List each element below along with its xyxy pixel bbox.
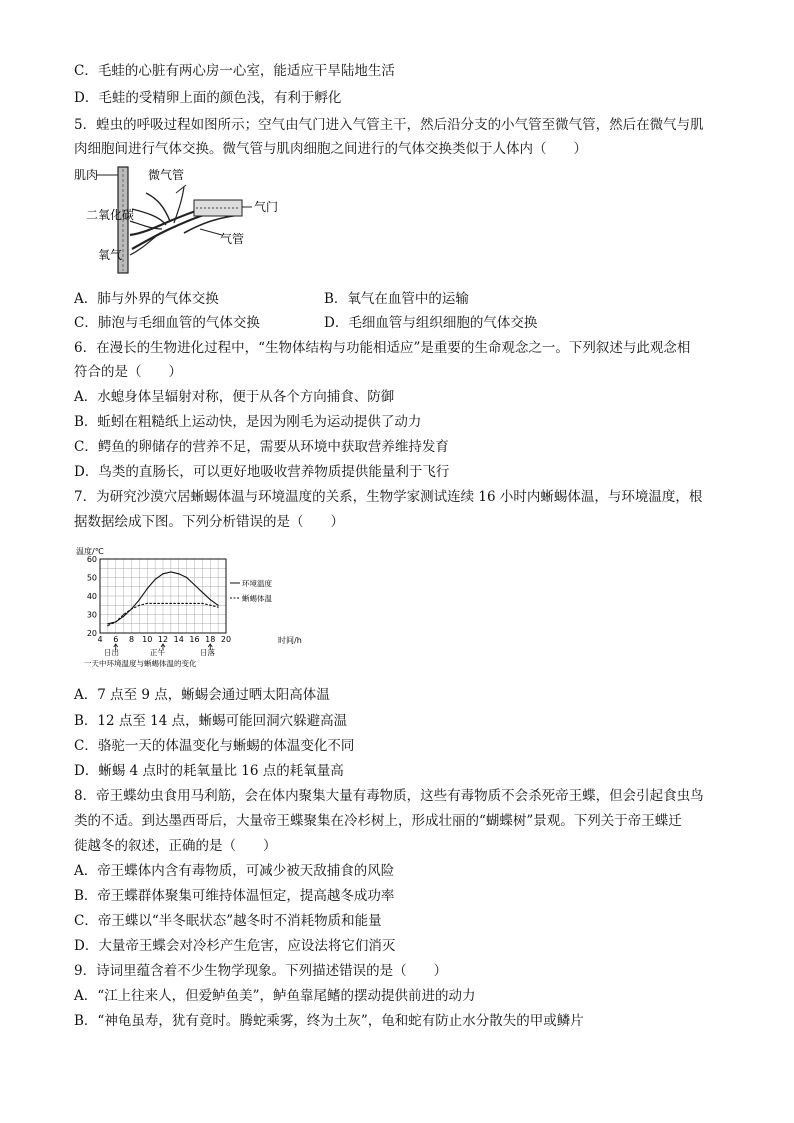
q6-option-d: D．鸟类的直肠长，可以更好地吸收营养物质提供能量利于飞行: [74, 464, 450, 480]
data-point: [210, 599, 211, 600]
data-point: [186, 603, 187, 604]
data-point: [139, 605, 140, 606]
data-point: [107, 623, 108, 624]
label-oxygen: 氧气: [98, 248, 123, 262]
legend-ambient: 环境温度: [242, 579, 272, 588]
data-point: [194, 603, 195, 604]
data-point: [170, 603, 171, 604]
q6-option-c: C．鳄鱼的卵储存的营养不足，需要从环境中获取营养维持发育: [74, 439, 449, 455]
q6-option-a: A．水螅身体呈辐射对称，便于从各个方向捕食、防御: [74, 389, 395, 405]
q7-stem-line2: 据数据绘成下图。下列分析错误的是（ ）: [74, 514, 344, 530]
q9-stem: 9．诗词里蕴含着不少生物学现象。下列描述错误的是（ ）: [74, 963, 448, 979]
x-tick-label: 6: [113, 635, 119, 644]
annotation-sunrise: 日出: [104, 648, 119, 657]
q7-option-b: B．12 点至 14 点，蜥蜴可能回洞穴躲避高温: [74, 713, 348, 729]
label-carbon-dioxide: 二氧化碳: [86, 208, 135, 222]
x-tick-label: 10: [142, 635, 153, 644]
data-point: [202, 603, 203, 604]
data-point: [218, 607, 219, 608]
q8-stem-line2: 类的不适。到达墨西哥后，大量帝王蝶聚集在冷杉树上，形成壮丽的“蝴蝶树”景观。下列关于帝王蝶迁: [74, 813, 682, 829]
y-tick-label: 20: [86, 629, 97, 638]
data-point: [131, 608, 132, 609]
y-tick-label: 50: [86, 573, 97, 583]
q5-option-a: A．肺与外界的气体交换: [74, 291, 219, 307]
data-point: [147, 603, 148, 604]
data-point: [155, 603, 156, 604]
data-point: [210, 605, 211, 606]
q4-option-d: D．毛蛙的受精卵上面的颜色浅，有利于孵化: [74, 90, 342, 106]
data-point: [194, 584, 195, 585]
data-point: [107, 625, 108, 626]
x-tick-label: 20: [220, 635, 232, 644]
q5-stem-line1: 5．蝗虫的呼吸过程如图所示；空气由气门进入气管主干，然后沿分支的小气管至微气管，然后在微气与肌: [74, 117, 704, 133]
x-tick-label: 16: [189, 635, 200, 644]
data-point: [186, 577, 187, 578]
annotation-sunset: 日落: [200, 648, 215, 657]
label-muscle: 肌肉: [74, 168, 99, 182]
data-point: [218, 605, 219, 606]
data-point: [170, 571, 171, 572]
data-point: [139, 599, 140, 600]
q7-stem-line1: 7．为研究沙漠穴居蜥蜴体温与环境温度的关系，生物学家测试连续 16 小时内蜥蜴体温，与环境温度，根: [74, 489, 703, 505]
q8-option-a: A．帝王蝶体内含有毒物质，可减少被天敌捕食的风险: [74, 863, 395, 879]
q8-stem-line1: 8．帝王蝶幼虫食用马利筋，会在体内聚集大量有毒物质，这些有毒物质不会杀死帝王蝶，但会引起食虫鸟: [74, 788, 704, 804]
y-tick-label: 40: [86, 592, 97, 601]
q6-stem-line1: 6．在漫长的生物进化过程中，“生物体结构与功能相适应”是重要的生命观念之一。下列叙述与此观念相: [74, 340, 691, 356]
q8-option-d: D．大量帝王蝶会对冷杉产生危害，应设法将它们消灭: [74, 938, 396, 954]
q7-option-c: C．骆驼一天的体温变化与蜥蜴的体温变化不同: [74, 738, 355, 754]
q9-option-a: A．“江上往来人，但爱鲈鱼美”，鲈鱼靠尾鳍的摆动提供前进的动力: [74, 988, 476, 1004]
legend-lizard: 蜥蜴体温: [242, 594, 272, 603]
y-tick-label: 60: [86, 555, 97, 564]
temperature-chart: [74, 545, 304, 670]
x-tick-label: 18: [205, 635, 216, 644]
q8-stem-line3: 徙越冬的叙述，正确的是（ ）: [74, 838, 277, 854]
data-point: [115, 621, 116, 622]
label-microtrachea: 微气管: [148, 168, 185, 182]
q5-stem-line2: 肉细胞间进行气体交换。微气管与肌肉细胞之间进行的气体交换类似于人体内（ ）: [74, 141, 587, 157]
q8-option-c: C．帝王蝶以“半冬眠状态”越冬时不消耗物质和能量: [74, 913, 382, 929]
y-tick-label: 30: [86, 610, 97, 620]
label-trachea: 气管: [220, 232, 245, 246]
q7-option-a: A．7 点至 9 点，蜥蜴会通过晒太阳高体温: [74, 687, 330, 703]
data-point: [155, 579, 156, 580]
data-point: [162, 603, 163, 604]
data-point: [202, 592, 203, 593]
q6-option-b: B．蚯蚓在粗糙纸上运动快，是因为刚毛为运动提供了动力: [74, 414, 422, 430]
microtrachea: [146, 193, 170, 221]
locust-respiration-figure: [74, 163, 284, 278]
y-axis-label: 温度/℃: [76, 547, 104, 556]
x-tick-label: 4: [97, 635, 103, 644]
q5-option-b: B．氧气在血管中的运输: [324, 291, 469, 307]
data-point: [147, 588, 148, 589]
q4-option-c: C．毛蛙的心脏有两心房一心室，能适应干旱陆地生活: [74, 63, 395, 79]
q9-option-b: B．“神龟虽寿，犹有竟时。腾蛇乘雾，终为土灰”，龟和蛇有防止水分散失的甲或鳞片: [74, 1013, 584, 1029]
x-tick-label: 14: [173, 635, 184, 644]
label-spiracle: 气门: [254, 200, 279, 214]
q5-option-d: D．毛细血管与组织细胞的气体交换: [324, 315, 538, 331]
q7-option-d: D．蜥蜴 4 点时的耗氧量比 16 点的耗氧量高: [74, 763, 344, 779]
data-point: [162, 573, 163, 574]
q5-option-c: C．肺泡与毛细血管的气体交换: [74, 315, 260, 331]
q6-stem-line2: 符合的是（ ）: [74, 364, 182, 380]
x-tick-label: 8: [128, 635, 135, 644]
data-point: [123, 614, 124, 615]
data-point: [178, 603, 179, 604]
x-axis-label: 时间/h: [278, 636, 302, 645]
data-point: [178, 573, 179, 574]
annotation-noon: 正午: [150, 648, 165, 657]
chart-caption: 一天中环境温度与蜥蜴体温的变化: [84, 659, 197, 668]
data-point: [123, 616, 124, 617]
q8-option-b: B．帝王蝶群体聚集可维持体温恒定，提高越冬成功率: [74, 888, 395, 904]
x-tick-label: 12: [157, 635, 169, 644]
